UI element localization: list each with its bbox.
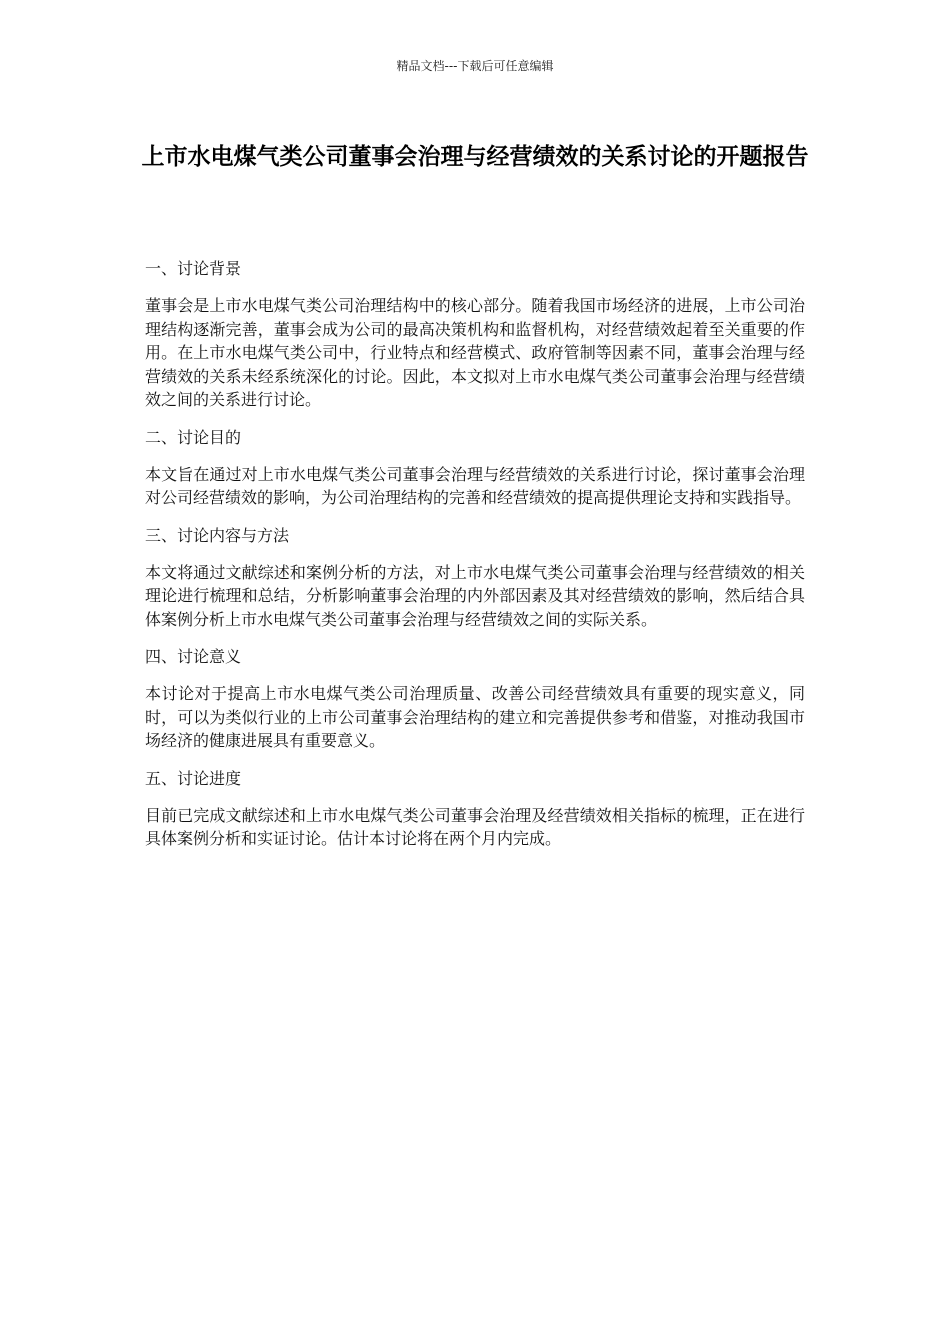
section-body: 本文旨在通过对上市水电煤气类公司董事会治理与经营绩效的关系进行讨论，探讨董事会治理对公司经营绩效的影响，为公司治理结构的完善和经营绩效的提高提供理论支持和实践指导。 xyxy=(145,464,805,507)
section-body: 目前已完成文献综述和上市水电煤气类公司董事会治理及经营绩效相关指标的梳理，正在进行具体案例分析和实证讨论。估计本讨论将在两个月内完成。 xyxy=(145,805,805,848)
section-body: 本文将通过文献综述和案例分析的方法，对上市水电煤气类公司董事会治理与经营绩效的相关理论进行梳理和总结，分析影响董事会治理的内外部因素及其对经营绩效的影响，然后结合具体案例分析上市水电煤气类公司董事会治理与经营绩效之间的实际关系。 xyxy=(145,562,805,629)
section-heading: 一、讨论背景 xyxy=(145,259,242,278)
section-heading: 三、讨论内容与方法 xyxy=(145,525,290,545)
section-body: 本讨论对于提高上市水电煤气类公司治理质量、改善公司经营绩效具有重要的现实意义，同时，可以为类似行业的上市公司董事会治理结构的建立和完善提供参考和借鉴，对推动我国市场经济的健康进展具有重要意义。 xyxy=(145,684,805,750)
document-content xyxy=(145,256,805,864)
section-heading: 四、讨论意义 xyxy=(145,647,242,666)
section-heading: 二、讨论目的 xyxy=(145,427,242,447)
section-progress xyxy=(145,766,805,851)
section-significance xyxy=(145,644,805,753)
document-title: 上市水电煤气类公司董事会治理与经营绩效的关系讨论的开题报告 xyxy=(141,144,809,170)
section-purpose xyxy=(145,425,805,510)
header-note: 精品文档---下载后可任意编辑 xyxy=(396,59,554,73)
section-background xyxy=(145,256,805,412)
section-heading: 五、讨论进度 xyxy=(145,768,242,788)
section-content-method xyxy=(145,523,805,632)
section-body: 董事会是上市水电煤气类公司治理结构中的核心部分。随着我国市场经济的进展，上市公司治理结构逐渐完善，董事会成为公司的最高决策机构和监督机构，对经营绩效起着至关重要的作用。在上市水电煤气类公司中，行业特点和经营模式、政府管制等因素不同，董事会治理与经营绩效的关系未经系统深化的讨论。因此，本文拟对上市水电煤气类公司董事会治理与经营绩效之间的关系进行讨论。 xyxy=(145,296,805,409)
